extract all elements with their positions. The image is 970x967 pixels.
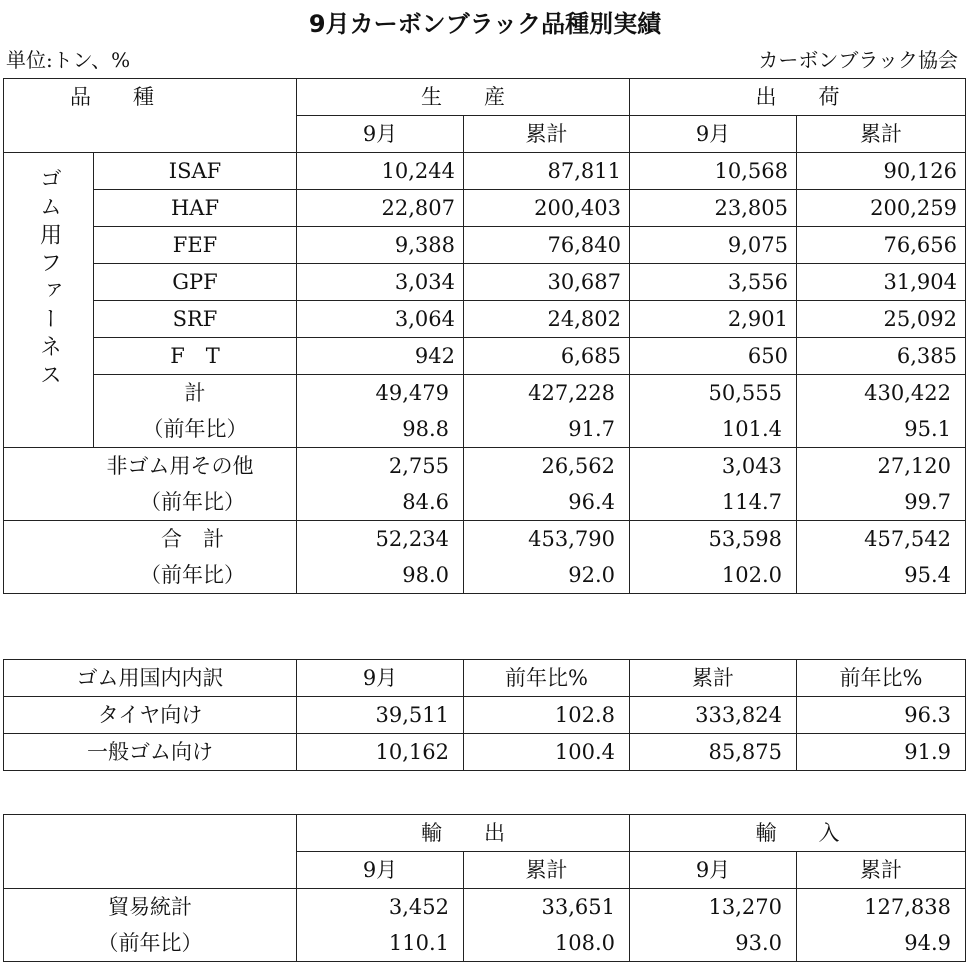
trade-header-row-2: 9月 累計 9月 累計 (4, 852, 966, 889)
header-shipment: 出 荷 (630, 79, 966, 116)
total-ratio-row: （前年比） 98.0 92.0 102.0 95.4 (4, 557, 966, 594)
header-row-1 (4, 79, 966, 116)
table-row: ゴム用ファーネス ISAF 10,244 87,811 10,568 90,126 (4, 153, 966, 190)
domestic-breakdown-table (3, 659, 966, 771)
table-row: F T 942 6,685 650 6,385 (4, 338, 966, 375)
trade-header-row-1 (4, 815, 966, 852)
total-row: 合 計 52,234 453,790 53,598 457,542 (4, 521, 966, 558)
production-shipment-table (3, 78, 966, 594)
header-export: 輸 出 (297, 815, 630, 852)
unit-label: 単位:トン、% (6, 48, 131, 72)
trade-statistics-table (3, 814, 966, 962)
source-label: カーボンブラック協会 (758, 48, 958, 72)
nonrubber-ratio-row: （前年比） 84.6 96.4 114.7 99.7 (4, 484, 966, 521)
header-row-2 (4, 116, 966, 153)
table-row: HAF 22,807 200,403 23,805 200,259 (4, 190, 966, 227)
subtotal-row: 計 49,479 427,228 50,555 430,422 (4, 375, 966, 412)
header-prod-cum: 累計 (464, 116, 630, 153)
trade-ratio-row: （前年比） 110.1 108.0 93.0 94.9 (4, 925, 966, 962)
header-import: 輸 入 (630, 815, 966, 852)
nonrubber-row: 非ゴム用その他 2,755 26,562 3,043 27,120 (4, 448, 966, 485)
subtotal-ratio-row: （前年比） 98.8 91.7 101.4 95.1 (4, 411, 966, 448)
table-row: SRF 3,064 24,802 2,901 25,092 (4, 301, 966, 338)
header-prod-month: 9月 (297, 116, 464, 153)
header-ship-month: 9月 (630, 116, 797, 153)
table-row: 一般ゴム向け 10,162 100.4 85,875 91.9 (4, 734, 966, 771)
page-title: 9月カーボンブラック品種別実績 (308, 10, 662, 38)
header-kind: 品 種 (4, 79, 297, 116)
header-production: 生 産 (297, 79, 630, 116)
header-ship-cum: 累計 (797, 116, 966, 153)
table-row: FEF 9,388 76,840 9,075 76,656 (4, 227, 966, 264)
trade-row: 貿易統計 3,452 33,651 13,270 127,838 (4, 889, 966, 926)
table-row: GPF 3,034 30,687 3,556 31,904 (4, 264, 966, 301)
table-row: タイヤ向け 39,511 102.8 333,824 96.3 (4, 697, 966, 734)
group-label-furnace: ゴム用ファーネス (4, 153, 94, 448)
domestic-header-row: ゴム用国内内訳 9月 前年比% 累計 前年比% (4, 660, 966, 697)
